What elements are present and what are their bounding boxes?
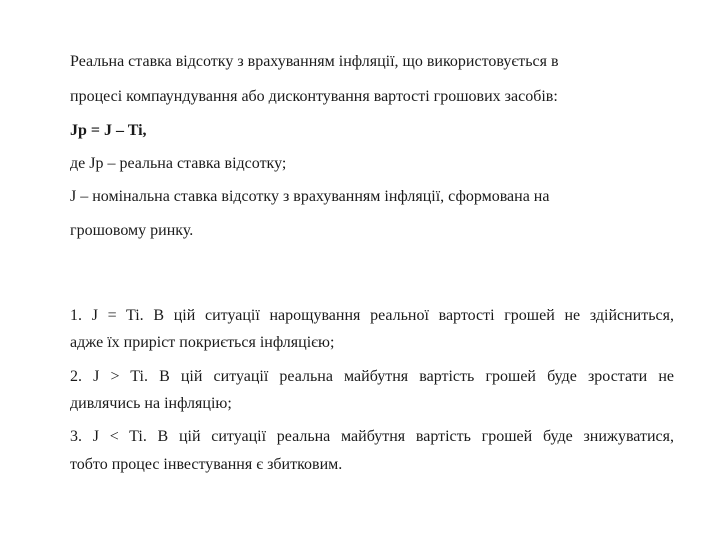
case-1-line-2: адже їх приріст покриється інфляцією; bbox=[70, 334, 335, 351]
formula: Jp = J – Ti, bbox=[70, 122, 147, 139]
case-3-line-2: тобто процес інвестування є збитковим. bbox=[70, 456, 343, 473]
case-1-line-1: 1. J = Ti. В цій ситуації нарощування реальної вартості грошей не здійсниться, bbox=[70, 307, 674, 324]
nominal-rate-line-2: грошовому ринку. bbox=[70, 222, 194, 239]
case-2-line-2: дивлячись на інфляцію; bbox=[70, 395, 232, 412]
definition-line-1: Реальна ставка відсотку з врахуванням інфляції, що використовується в bbox=[70, 53, 559, 70]
case-2-line-1: 2. J > Ti. В цій ситуації реальна майбутня вартість грошей буде зростати не bbox=[70, 368, 674, 385]
formula-where-line: де Jp – реальна ставка відсотку; bbox=[70, 155, 287, 172]
case-3-line-1: 3. J < Ti. В цій ситуації реальна майбутня вартість грошей буде знижуватися, bbox=[70, 428, 674, 445]
nominal-rate-line-1: J – номінальна ставка відсотку з врахуванням інфляції, сформована на bbox=[70, 188, 550, 205]
definition-line-2: процесі компаундування або дисконтування вартості грошових засобів: bbox=[70, 88, 558, 105]
